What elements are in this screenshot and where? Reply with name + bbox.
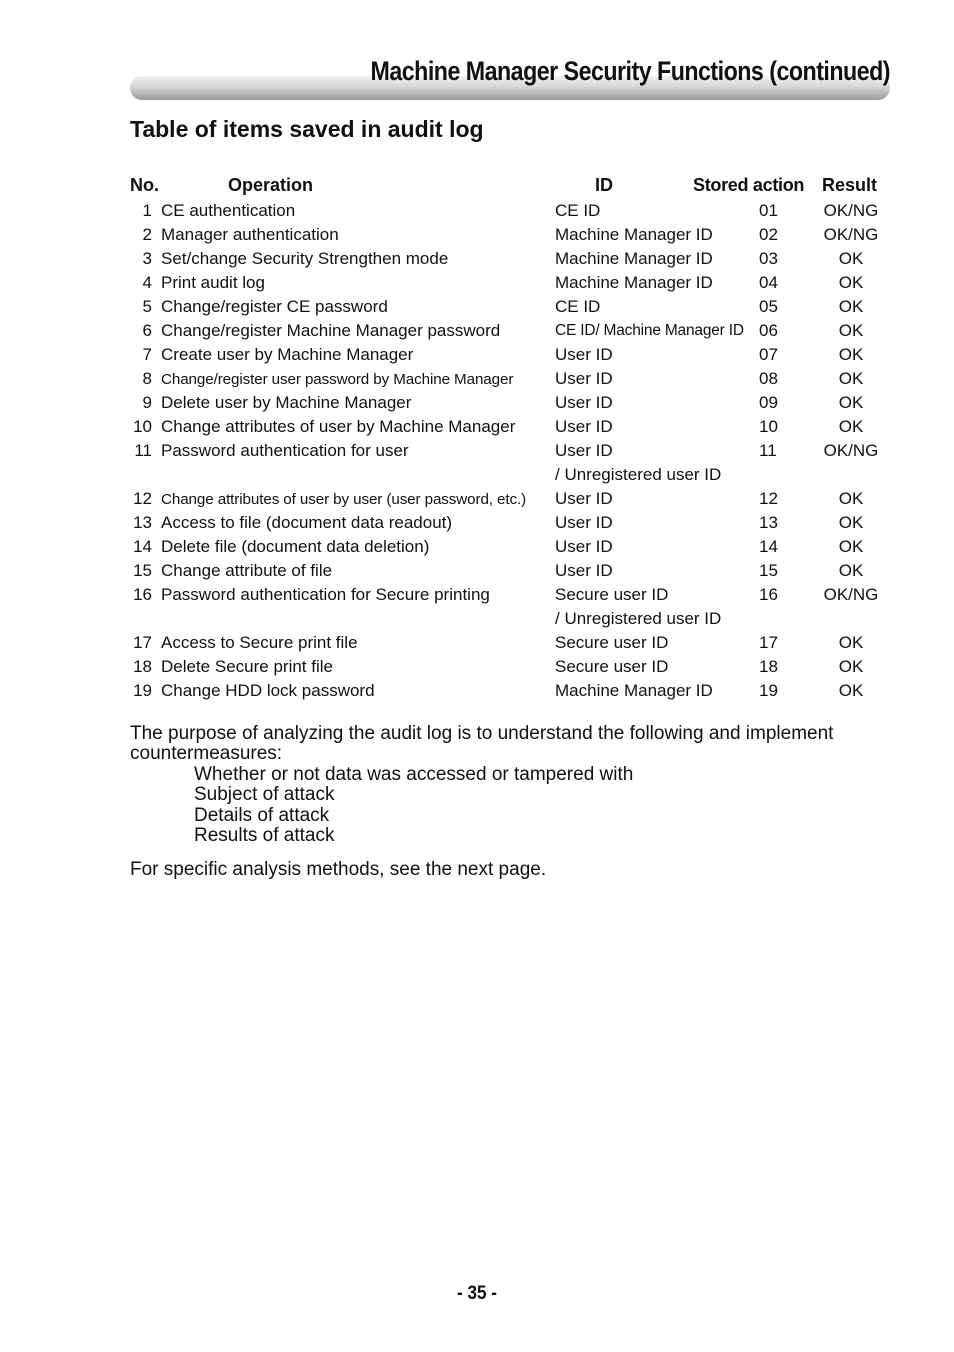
row-number: 14 [133,537,152,556]
table-row [130,369,890,393]
row-id [555,585,721,629]
row-id-line: CE ID [555,201,601,220]
table-row [130,249,890,273]
row-operation: Change HDD lock password [161,681,375,700]
row-operation: Change attributes of user by user (user password, etc.) [161,491,527,508]
column-header-operation: Operation [228,175,314,195]
row-result: OK [838,249,864,268]
table-row [130,657,890,681]
row-result: OK [838,561,864,580]
row-stored-action: 14 [759,537,778,556]
row-number: 4 [142,273,152,292]
row-result: OK/NG [823,585,879,604]
row-operation: CE authentication [161,201,296,220]
table-row [130,225,890,249]
row-id [555,369,613,389]
page-number: - 35 - [457,1283,497,1304]
row-operation: Access to file (document data readout) [161,513,453,532]
row-stored-action: 01 [759,201,778,220]
row-id-line: User ID [555,513,613,532]
row-number: 12 [133,489,152,508]
row-result: OK/NG [823,225,879,244]
row-id [555,225,713,245]
row-id [555,345,613,365]
row-id-line: Secure user ID [555,633,669,652]
table-row [130,585,890,633]
row-id-line: User ID [555,537,613,556]
row-result: OK [838,633,864,652]
row-operation: Create user by Machine Manager [161,345,414,364]
row-result: OK [838,393,864,412]
row-stored-action: 16 [759,585,778,604]
row-number: 2 [142,225,152,244]
row-operation: Change attribute of file [161,561,333,580]
row-number: 6 [142,321,152,340]
row-id-line: User ID [555,561,613,580]
list-item: Whether or not data was accessed or tampered with [194,764,634,785]
row-operation: Print audit log [161,273,265,292]
row-operation: Change attributes of user by Machine Manager [161,417,516,436]
row-stored-action: 09 [759,393,778,412]
table-row [130,273,890,297]
row-id-line: User ID [555,393,613,412]
table-row [130,513,890,537]
row-id-line: User ID [555,489,613,508]
row-id-line: User ID [555,369,613,388]
row-operation: Change/register user password by Machine Manager [161,371,514,388]
row-operation: Delete file (document data deletion) [161,537,430,556]
row-result: OK [838,681,864,700]
table-row [130,201,890,225]
row-stored-action: 03 [759,249,778,268]
next-page-note: For specific analysis methods, see the next page. [130,859,547,880]
row-number: 10 [133,417,152,436]
row-id-line: User ID [555,345,613,364]
row-id [555,417,613,437]
row-stored-action: 18 [759,657,778,676]
row-number: 8 [142,369,152,388]
row-id [555,297,600,317]
row-id [555,489,613,509]
row-number: 11 [134,441,152,460]
table-row [130,297,890,321]
row-id [555,657,668,677]
column-header-result: Result [822,175,878,195]
row-number: 19 [133,681,152,700]
list-item: Subject of attack [194,784,335,806]
row-stored-action: 11 [759,441,777,460]
row-result: OK [838,537,864,556]
row-number: 1 [142,201,152,220]
row-id-line: Machine Manager ID [555,249,713,268]
row-id [555,537,613,557]
row-result: OK [838,273,864,292]
table-row [130,345,890,369]
row-operation: Password authentication for Secure printing [161,585,490,604]
row-operation: Access to Secure print file [161,633,358,652]
table-row [130,441,890,489]
purpose-list [194,765,633,847]
row-stored-action: 04 [759,273,778,292]
row-result: OK [838,513,864,532]
row-number: 5 [142,297,152,316]
table-row [130,633,890,657]
row-id [555,513,613,533]
row-id-secondary-line: / Unregistered user ID [555,609,722,628]
row-result: OK [838,345,864,364]
row-result: OK [838,489,864,508]
row-id-line: Machine Manager ID [555,681,713,700]
row-number: 7 [142,345,152,364]
table-body [130,201,890,705]
row-stored-action: 07 [759,345,778,364]
row-operation: Delete Secure print file [161,657,333,676]
row-id [555,633,668,653]
row-operation: Delete user by Machine Manager [161,393,412,412]
row-operation: Set/change Security Strengthen mode [161,249,449,268]
row-stored-action: 02 [759,225,778,244]
column-header-id: ID [595,175,613,195]
list-item: Results of attack [194,825,335,847]
row-number: 18 [133,657,152,676]
row-id [555,441,721,485]
row-result: OK [838,657,864,676]
column-header-no: No. [130,175,159,195]
row-stored-action: 19 [759,681,778,700]
row-id-line: Machine Manager ID [555,273,713,292]
row-id-line: Secure user ID [555,657,669,676]
row-result: OK [838,297,864,316]
row-id-line: CE ID [555,297,601,316]
row-operation: Manager authentication [161,225,339,244]
audit-log-table [130,175,890,705]
table-row [130,321,890,345]
row-stored-action: 12 [759,489,778,508]
row-stored-action: 15 [759,561,778,580]
row-id [555,273,713,293]
row-id [555,561,613,581]
row-operation: Change/register CE password [161,297,388,316]
row-operation: Change/register Machine Manager password [161,321,501,340]
row-id-line: Secure user ID [555,585,669,604]
table-row [130,393,890,417]
row-result: OK/NG [823,441,879,460]
row-id-line: CE ID/ Machine Manager ID [555,322,744,339]
row-stored-action: 13 [759,513,778,532]
row-id-line: Machine Manager ID [555,225,713,244]
row-id-line: User ID [555,417,613,436]
section-title: Table of items saved in audit log [130,116,484,142]
purpose-paragraph: The purpose of analyzing the audit log is to understand the following and implement countermeasures: [130,723,834,764]
table-header [130,175,890,201]
row-number: 16 [133,585,152,604]
row-id [555,322,744,340]
row-number: 3 [142,249,152,268]
table-row [130,489,890,513]
table-row [130,417,890,441]
list-item: Details of attack [194,804,330,826]
table-row [130,681,890,705]
page-header-title: Machine Manager Security Functions (continued) [370,56,890,86]
row-number: 9 [142,393,152,412]
row-operation: Password authentication for user [161,441,409,460]
row-result: OK [838,321,864,340]
row-id-secondary-line: / Unregistered user ID [555,465,722,484]
row-result: OK/NG [823,201,879,220]
row-id [555,393,613,413]
row-id-line: User ID [555,441,613,460]
row-number: 17 [133,633,152,652]
row-id [555,201,600,221]
row-stored-action: 08 [759,369,778,388]
row-stored-action: 06 [759,321,778,340]
column-header-stored-action: Stored action [693,175,805,195]
row-stored-action: 17 [759,633,778,652]
row-result: OK [838,369,864,388]
table-row [130,537,890,561]
row-id [555,681,713,701]
row-id [555,249,713,269]
row-number: 15 [133,561,152,580]
table-row [130,561,890,585]
row-number: 13 [133,513,152,532]
row-stored-action: 05 [759,297,778,316]
row-stored-action: 10 [759,417,778,436]
row-result: OK [838,417,864,436]
